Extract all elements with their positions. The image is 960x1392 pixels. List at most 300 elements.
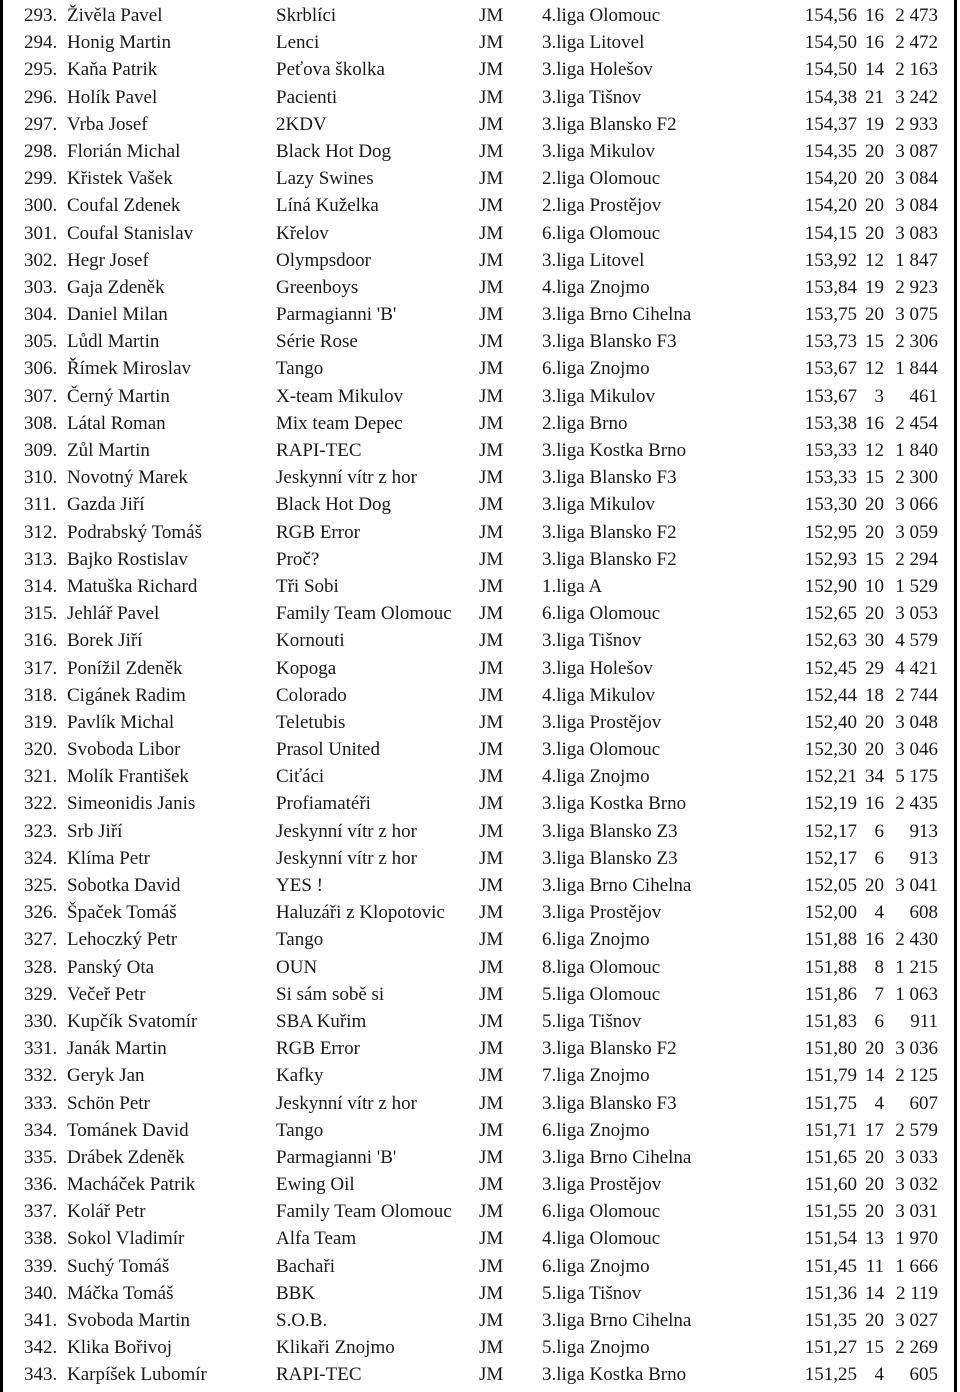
rank-cell: 321. bbox=[24, 766, 58, 788]
average-cell: 152,44 bbox=[804, 684, 857, 706]
average-cell: 151,35 bbox=[804, 1310, 857, 1331]
total-cell: 2 473 bbox=[895, 5, 938, 26]
games-cell: 20 bbox=[865, 1038, 884, 1060]
team-name-cell: Tango bbox=[276, 929, 324, 951]
table-row bbox=[0, 84, 960, 111]
region-cell: JM bbox=[479, 1174, 504, 1196]
rank-cell: 338. bbox=[24, 1228, 58, 1250]
player-name-cell: Vrba Josef bbox=[67, 113, 148, 135]
team-name-cell: RGB Error bbox=[276, 521, 360, 543]
player-name-cell: Živěla Pavel bbox=[67, 5, 163, 26]
rank-cell: 298. bbox=[24, 140, 58, 162]
table-row bbox=[0, 682, 960, 709]
table-row bbox=[0, 301, 960, 328]
total-cell: 3 084 bbox=[895, 195, 938, 217]
total-cell: 3 031 bbox=[895, 1201, 938, 1223]
team-name-cell: Bachaři bbox=[276, 1255, 336, 1277]
player-name-cell: Panský Ota bbox=[67, 956, 155, 978]
player-name-cell: Borek Jiří bbox=[67, 630, 143, 652]
average-cell: 154,35 bbox=[804, 140, 857, 162]
league-cell: 6.liga Olomouc bbox=[542, 1201, 661, 1223]
games-cell: 29 bbox=[865, 657, 884, 679]
total-cell: 1 970 bbox=[895, 1228, 938, 1250]
rank-cell: 297. bbox=[24, 113, 58, 135]
league-cell: 3.liga Litovel bbox=[542, 32, 645, 54]
player-name-cell: Sokol Vladimír bbox=[67, 1228, 185, 1250]
player-name-cell: Simeonidis Janis bbox=[67, 793, 196, 815]
region-cell: JM bbox=[479, 86, 504, 108]
league-cell: 6.liga Znojmo bbox=[542, 1119, 650, 1141]
average-cell: 152,30 bbox=[804, 739, 857, 761]
team-name-cell: RAPI-TEC bbox=[276, 1364, 362, 1386]
rank-cell: 337. bbox=[24, 1201, 58, 1223]
table-row bbox=[0, 546, 960, 573]
average-cell: 154,20 bbox=[804, 168, 857, 190]
rank-cell: 303. bbox=[24, 276, 58, 298]
region-cell: JM bbox=[479, 1310, 504, 1331]
rank-cell: 325. bbox=[24, 875, 58, 896]
region-cell: JM bbox=[479, 276, 504, 298]
rank-cell: 293. bbox=[24, 5, 58, 26]
games-cell: 16 bbox=[865, 5, 884, 26]
region-cell: JM bbox=[479, 548, 504, 570]
table-row bbox=[0, 56, 960, 83]
total-cell: 913 bbox=[909, 820, 938, 842]
player-name-cell: Cigánek Radim bbox=[67, 684, 186, 706]
games-cell: 6 bbox=[874, 1010, 884, 1032]
table-row bbox=[0, 328, 960, 355]
average-cell: 153,67 bbox=[804, 385, 857, 407]
rank-cell: 335. bbox=[24, 1146, 58, 1168]
team-name-cell: Série Rose bbox=[276, 331, 358, 353]
games-cell: 20 bbox=[865, 304, 884, 326]
player-name-cell: Gazda Jiří bbox=[67, 494, 145, 516]
team-name-cell: Křelov bbox=[276, 222, 329, 244]
table-row bbox=[0, 1144, 960, 1171]
rank-cell: 319. bbox=[24, 711, 58, 733]
average-cell: 154,56 bbox=[804, 5, 857, 26]
games-cell: 7 bbox=[874, 983, 884, 1005]
rank-cell: 326. bbox=[24, 902, 58, 924]
team-name-cell: Ewing Oil bbox=[276, 1174, 355, 1196]
table-row bbox=[0, 627, 960, 654]
total-cell: 3 048 bbox=[895, 711, 938, 733]
total-cell: 607 bbox=[909, 1092, 938, 1114]
games-cell: 20 bbox=[865, 222, 884, 244]
region-cell: JM bbox=[479, 1146, 504, 1168]
player-name-cell: Karpíšek Lubomír bbox=[67, 1364, 207, 1386]
table-row bbox=[0, 1117, 960, 1144]
region-cell: JM bbox=[479, 820, 504, 842]
games-cell: 12 bbox=[865, 440, 884, 461]
games-cell: 20 bbox=[865, 494, 884, 516]
player-name-cell: Podrabský Tomáš bbox=[67, 521, 203, 543]
games-cell: 20 bbox=[865, 1201, 884, 1223]
average-cell: 154,20 bbox=[804, 195, 857, 217]
rank-cell: 322. bbox=[24, 793, 58, 815]
table-row bbox=[0, 220, 960, 247]
league-cell: 5.liga Olomouc bbox=[542, 983, 661, 1005]
table-row bbox=[0, 1334, 960, 1361]
rank-cell: 315. bbox=[24, 603, 58, 625]
league-cell: 3.liga Prostějov bbox=[542, 711, 662, 733]
league-cell: 3.liga Kostka Brno bbox=[542, 440, 687, 461]
table-row bbox=[0, 138, 960, 165]
player-name-cell: Novotný Marek bbox=[67, 467, 188, 489]
average-cell: 151,36 bbox=[804, 1282, 857, 1304]
league-cell: 4.liga Znojmo bbox=[542, 276, 650, 298]
average-cell: 152,90 bbox=[804, 575, 857, 597]
total-cell: 1 844 bbox=[895, 358, 938, 380]
table-row bbox=[0, 790, 960, 817]
team-name-cell: Black Hot Dog bbox=[276, 494, 392, 516]
table-row bbox=[0, 1171, 960, 1198]
player-name-cell: Suchý Tomáš bbox=[67, 1255, 170, 1277]
table-row bbox=[0, 247, 960, 274]
average-cell: 151,80 bbox=[804, 1038, 857, 1060]
games-cell: 30 bbox=[865, 630, 884, 652]
rank-cell: 296. bbox=[24, 86, 58, 108]
total-cell: 3 053 bbox=[895, 603, 938, 625]
team-name-cell: Peťova školka bbox=[276, 59, 385, 81]
average-cell: 153,92 bbox=[804, 249, 857, 271]
rank-cell: 300. bbox=[24, 195, 58, 217]
total-cell: 2 125 bbox=[895, 1065, 938, 1087]
team-name-cell: YES ! bbox=[276, 875, 323, 896]
games-cell: 20 bbox=[865, 875, 884, 896]
player-name-cell: Janák Martin bbox=[67, 1038, 167, 1060]
average-cell: 154,37 bbox=[804, 113, 857, 135]
league-cell: 3.liga Blansko Z3 bbox=[542, 847, 678, 869]
player-name-cell: Coufal Zdenek bbox=[67, 195, 181, 217]
total-cell: 3 041 bbox=[895, 875, 938, 896]
average-cell: 151,65 bbox=[804, 1146, 857, 1168]
player-name-cell: Schön Petr bbox=[67, 1092, 150, 1114]
region-cell: JM bbox=[479, 1010, 504, 1032]
league-cell: 6.liga Znojmo bbox=[542, 1255, 650, 1277]
league-cell: 3.liga Prostějov bbox=[542, 1174, 662, 1196]
games-cell: 12 bbox=[865, 249, 884, 271]
rank-cell: 307. bbox=[24, 385, 58, 407]
league-cell: 7.liga Znojmo bbox=[542, 1065, 650, 1087]
player-name-cell: Florián Michal bbox=[67, 140, 181, 162]
region-cell: JM bbox=[479, 684, 504, 706]
rank-cell: 324. bbox=[24, 847, 58, 869]
table-row bbox=[0, 1090, 960, 1117]
average-cell: 152,19 bbox=[804, 793, 857, 815]
games-cell: 3 bbox=[874, 385, 884, 407]
team-name-cell: Teletubis bbox=[276, 711, 346, 733]
region-cell: JM bbox=[479, 983, 504, 1005]
table-row bbox=[0, 655, 960, 682]
league-cell: 3.liga Holešov bbox=[542, 59, 653, 81]
average-cell: 153,38 bbox=[804, 412, 857, 434]
league-cell: 4.liga Mikulov bbox=[542, 684, 655, 706]
rank-cell: 314. bbox=[24, 575, 58, 597]
team-name-cell: S.O.B. bbox=[276, 1310, 328, 1331]
total-cell: 2 119 bbox=[895, 1282, 938, 1304]
table-row bbox=[0, 845, 960, 872]
rank-cell: 340. bbox=[24, 1282, 58, 1304]
games-cell: 15 bbox=[865, 331, 884, 353]
team-name-cell: Alfa Team bbox=[276, 1228, 357, 1250]
games-cell: 15 bbox=[865, 467, 884, 489]
table-row bbox=[0, 192, 960, 219]
rank-cell: 334. bbox=[24, 1119, 58, 1141]
table-row bbox=[0, 410, 960, 437]
region-cell: JM bbox=[479, 249, 504, 271]
average-cell: 153,84 bbox=[804, 276, 857, 298]
region-cell: JM bbox=[479, 222, 504, 244]
league-cell: 2.liga Brno bbox=[542, 412, 628, 434]
table-row bbox=[0, 600, 960, 627]
rank-cell: 313. bbox=[24, 548, 58, 570]
total-cell: 5 175 bbox=[895, 766, 938, 788]
games-cell: 18 bbox=[865, 684, 884, 706]
player-name-cell: Honig Martin bbox=[67, 32, 171, 54]
table-row bbox=[0, 926, 960, 953]
player-name-cell: Geryk Jan bbox=[67, 1065, 145, 1087]
rank-cell: 332. bbox=[24, 1065, 58, 1087]
rank-cell: 317. bbox=[24, 657, 58, 679]
ranking-table bbox=[0, 2, 960, 1389]
table-row bbox=[0, 736, 960, 763]
average-cell: 151,54 bbox=[804, 1228, 857, 1250]
table-row bbox=[0, 1253, 960, 1280]
total-cell: 2 430 bbox=[895, 929, 938, 951]
player-name-cell: Svoboda Libor bbox=[67, 739, 181, 761]
player-name-cell: Klika Bořivoj bbox=[67, 1337, 173, 1359]
region-cell: JM bbox=[479, 766, 504, 788]
league-cell: 3.liga Blansko F2 bbox=[542, 113, 677, 135]
rank-cell: 312. bbox=[24, 521, 58, 543]
rank-cell: 299. bbox=[24, 168, 58, 190]
league-cell: 2.liga Olomouc bbox=[542, 168, 661, 190]
team-name-cell: Ciťáci bbox=[276, 766, 325, 788]
average-cell: 153,30 bbox=[804, 494, 857, 516]
player-name-cell: Křistek Vašek bbox=[67, 168, 173, 190]
average-cell: 151,27 bbox=[804, 1337, 857, 1359]
team-name-cell: Colorado bbox=[276, 684, 347, 706]
total-cell: 3 032 bbox=[895, 1174, 938, 1196]
team-name-cell: OUN bbox=[276, 956, 318, 978]
total-cell: 3 046 bbox=[895, 739, 938, 761]
total-cell: 1 666 bbox=[895, 1255, 938, 1277]
games-cell: 16 bbox=[865, 412, 884, 434]
league-cell: 3.liga Brno Cihelna bbox=[542, 304, 692, 326]
region-cell: JM bbox=[479, 113, 504, 135]
team-name-cell: Parmagianni 'B' bbox=[276, 304, 397, 326]
table-row bbox=[0, 464, 960, 491]
average-cell: 152,17 bbox=[804, 847, 857, 869]
games-cell: 21 bbox=[865, 86, 884, 108]
total-cell: 1 847 bbox=[895, 249, 938, 271]
team-name-cell: Tango bbox=[276, 358, 324, 380]
player-name-cell: Hegr Josef bbox=[67, 249, 149, 271]
games-cell: 16 bbox=[865, 929, 884, 951]
team-name-cell: Kopoga bbox=[276, 657, 337, 679]
team-name-cell: Proč? bbox=[276, 548, 320, 570]
rank-cell: 328. bbox=[24, 956, 58, 978]
region-cell: JM bbox=[479, 575, 504, 597]
table-row bbox=[0, 1307, 960, 1334]
region-cell: JM bbox=[479, 358, 504, 380]
total-cell: 3 036 bbox=[895, 1038, 938, 1060]
region-cell: JM bbox=[479, 5, 504, 26]
total-cell: 3 033 bbox=[895, 1146, 938, 1168]
region-cell: JM bbox=[479, 331, 504, 353]
table-row bbox=[0, 2, 960, 29]
total-cell: 1 215 bbox=[895, 956, 938, 978]
games-cell: 20 bbox=[865, 521, 884, 543]
region-cell: JM bbox=[479, 385, 504, 407]
rank-cell: 308. bbox=[24, 412, 58, 434]
team-name-cell: Skrblíci bbox=[276, 5, 337, 26]
team-name-cell: Kornouti bbox=[276, 630, 345, 652]
team-name-cell: Tango bbox=[276, 1119, 324, 1141]
total-cell: 461 bbox=[909, 385, 938, 407]
table-row bbox=[0, 954, 960, 981]
league-cell: 3.liga Olomouc bbox=[542, 739, 661, 761]
rank-cell: 331. bbox=[24, 1038, 58, 1060]
table-row bbox=[0, 899, 960, 926]
average-cell: 151,83 bbox=[804, 1010, 857, 1032]
average-cell: 151,45 bbox=[804, 1255, 857, 1277]
rank-cell: 342. bbox=[24, 1337, 58, 1359]
table-row bbox=[0, 763, 960, 790]
region-cell: JM bbox=[479, 1092, 504, 1114]
league-cell: 2.liga Prostějov bbox=[542, 195, 662, 217]
average-cell: 152,00 bbox=[804, 902, 857, 924]
region-cell: JM bbox=[479, 793, 504, 815]
games-cell: 11 bbox=[865, 1255, 884, 1277]
team-name-cell: Tři Sobi bbox=[276, 575, 339, 597]
player-name-cell: Daniel Milan bbox=[67, 304, 168, 326]
average-cell: 151,88 bbox=[804, 956, 857, 978]
table-row bbox=[0, 491, 960, 518]
player-name-cell: Srb Jiří bbox=[67, 820, 123, 842]
team-name-cell: Lenci bbox=[276, 32, 320, 54]
team-name-cell: SBA Kuřim bbox=[276, 1010, 367, 1032]
games-cell: 6 bbox=[874, 820, 884, 842]
rank-cell: 306. bbox=[24, 358, 58, 380]
average-cell: 152,17 bbox=[804, 820, 857, 842]
games-cell: 15 bbox=[865, 1337, 884, 1359]
league-cell: 3.liga Tišnov bbox=[542, 86, 642, 108]
table-row bbox=[0, 818, 960, 845]
league-cell: 4.liga Znojmo bbox=[542, 766, 650, 788]
average-cell: 153,67 bbox=[804, 358, 857, 380]
total-cell: 3 059 bbox=[895, 521, 938, 543]
region-cell: JM bbox=[479, 195, 504, 217]
average-cell: 153,73 bbox=[804, 331, 857, 353]
league-cell: 3.liga Kostka Brno bbox=[542, 793, 687, 815]
games-cell: 4 bbox=[874, 902, 884, 924]
total-cell: 3 027 bbox=[895, 1310, 938, 1331]
league-cell: 3.liga Tišnov bbox=[542, 630, 642, 652]
team-name-cell: Pacienti bbox=[276, 86, 338, 108]
rank-cell: 309. bbox=[24, 440, 58, 461]
rank-cell: 339. bbox=[24, 1255, 58, 1277]
player-name-cell: Látal Roman bbox=[67, 412, 166, 434]
region-cell: JM bbox=[479, 168, 504, 190]
league-cell: 3.liga Brno Cihelna bbox=[542, 1146, 692, 1168]
games-cell: 20 bbox=[865, 1146, 884, 1168]
region-cell: JM bbox=[479, 1065, 504, 1087]
rank-cell: 341. bbox=[24, 1310, 58, 1331]
league-cell: 3.liga Holešov bbox=[542, 657, 653, 679]
games-cell: 6 bbox=[874, 847, 884, 869]
rank-cell: 316. bbox=[24, 630, 58, 652]
region-cell: JM bbox=[479, 440, 504, 461]
player-name-cell: Gaja Zdeněk bbox=[67, 276, 165, 298]
games-cell: 14 bbox=[865, 1065, 884, 1087]
total-cell: 1 063 bbox=[895, 983, 938, 1005]
player-name-cell: Černý Martin bbox=[67, 385, 170, 407]
team-name-cell: Parmagianni 'B' bbox=[276, 1146, 397, 1168]
games-cell: 4 bbox=[874, 1364, 884, 1386]
table-row bbox=[0, 709, 960, 736]
table-row bbox=[0, 1280, 960, 1307]
games-cell: 16 bbox=[865, 32, 884, 54]
league-cell: 6.liga Olomouc bbox=[542, 603, 661, 625]
rank-cell: 304. bbox=[24, 304, 58, 326]
league-cell: 4.liga Olomouc bbox=[542, 1228, 661, 1250]
team-name-cell: Jeskynní vítr z hor bbox=[276, 820, 417, 842]
average-cell: 151,71 bbox=[804, 1119, 857, 1141]
region-cell: JM bbox=[479, 1119, 504, 1141]
region-cell: JM bbox=[479, 1228, 504, 1250]
team-name-cell: Profiamatéři bbox=[276, 793, 371, 815]
total-cell: 2 306 bbox=[895, 331, 938, 353]
region-cell: JM bbox=[479, 1255, 504, 1277]
table-row bbox=[0, 1198, 960, 1225]
table-row bbox=[0, 519, 960, 546]
rank-cell: 318. bbox=[24, 684, 58, 706]
region-cell: JM bbox=[479, 1201, 504, 1223]
region-cell: JM bbox=[479, 467, 504, 489]
region-cell: JM bbox=[479, 603, 504, 625]
total-cell: 1 840 bbox=[895, 440, 938, 461]
region-cell: JM bbox=[479, 739, 504, 761]
average-cell: 151,55 bbox=[804, 1201, 857, 1223]
total-cell: 2 923 bbox=[895, 276, 938, 298]
team-name-cell: Mix team Depec bbox=[276, 412, 403, 434]
rank-cell: 301. bbox=[24, 222, 58, 244]
player-name-cell: Macháček Patrik bbox=[67, 1174, 196, 1196]
rank-cell: 333. bbox=[24, 1092, 58, 1114]
player-name-cell: Večeř Petr bbox=[67, 983, 146, 1005]
average-cell: 152,45 bbox=[804, 657, 857, 679]
average-cell: 152,21 bbox=[804, 766, 857, 788]
player-name-cell: Kolář Petr bbox=[67, 1201, 146, 1223]
player-name-cell: Máčka Tomáš bbox=[67, 1282, 174, 1304]
total-cell: 3 242 bbox=[895, 86, 938, 108]
average-cell: 151,86 bbox=[804, 983, 857, 1005]
player-name-cell: Klíma Petr bbox=[67, 847, 150, 869]
team-name-cell: X-team Mikulov bbox=[276, 385, 404, 407]
team-name-cell: Family Team Olomouc bbox=[276, 603, 452, 625]
region-cell: JM bbox=[479, 956, 504, 978]
league-cell: 3.liga Blansko F3 bbox=[542, 1092, 677, 1114]
team-name-cell: Jeskynní vítr z hor bbox=[276, 847, 417, 869]
total-cell: 2 435 bbox=[895, 793, 938, 815]
rank-cell: 330. bbox=[24, 1010, 58, 1032]
player-name-cell: Sobotka David bbox=[67, 875, 181, 896]
average-cell: 154,38 bbox=[804, 86, 857, 108]
games-cell: 20 bbox=[865, 603, 884, 625]
player-name-cell: Špaček Tomáš bbox=[67, 902, 177, 924]
